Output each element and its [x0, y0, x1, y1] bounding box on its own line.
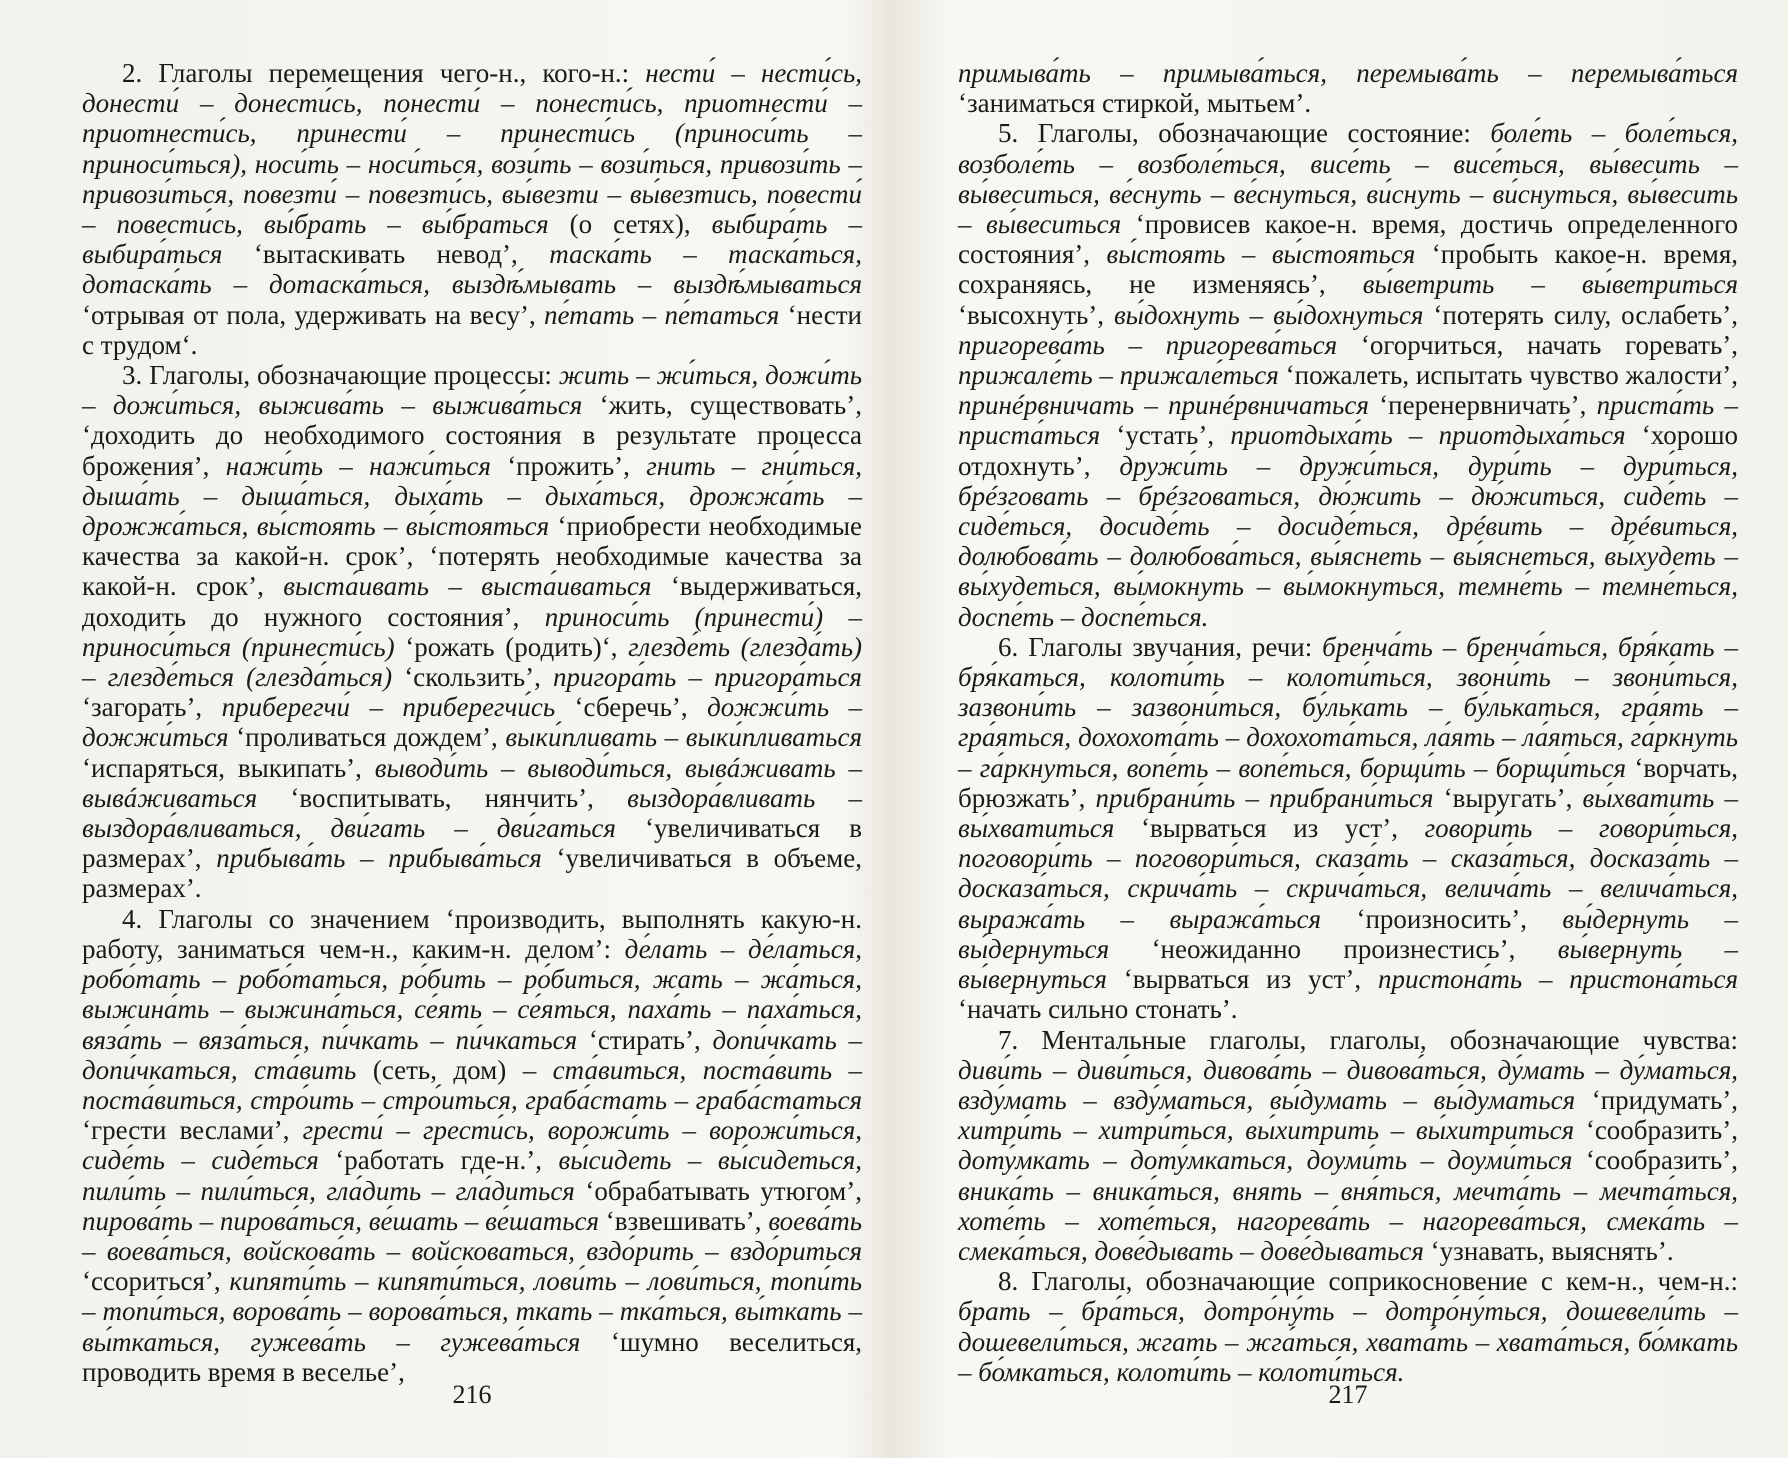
italic-text-run: бренча́ть – бренча́ться, бря́кать – бря́каться, колоти́ть – колоти́ться, звони́ть – звони́ться, зазвони́ть – зазвони́ться, бу́лькать – бу́лькаться, гра́ять – гра́яться, дохохота́ть – дохохота́ться, ла́ять – ла́яться, га́ркнуть – га́ркнуться, вопе́ть – вопе́ться, борщи́ть – борщи́ться: [958, 631, 1738, 783]
text-run: ‘неожиданно произнестись’,: [1109, 933, 1558, 964]
italic-text-run: таска́ть – таска́ться, дотаска́ть – дотаска́ться, выздѣ́мывать – выздѣ́мываться: [82, 239, 862, 300]
italic-text-run: дружи́ть – дружи́ться, дури́ть – дури́ться, брéзговать – брéзговаться, дю́жить – дю́житься, сиде́ть – сиде́ться, досиде́ть – досиде́ться, дрéвить – дрéвиться, долюбова́ть – долюбова́ться, вы́яснеть – вы́яснеться, вы́худеть – вы́худеться, вы́мокнуть – вы́мокнуться, темне́ть – темне́ться, доспе́ть – доспе́ться.: [958, 450, 1738, 632]
italic-text-run: вы́ветрить – вы́ветриться: [1362, 269, 1738, 300]
text-run: ‘вырваться из уст’,: [1114, 813, 1425, 844]
italic-text-run: вы́хватить – вы́хватиться: [958, 782, 1738, 844]
text-run: ‘загорать’,: [82, 692, 222, 723]
italic-text-run: нести́ – нести́сь, донести́ – донести́сь, понести́ – понести́сь, приотнести́ – приотнести́сь, принести́ – принести́сь (приноси́ть – приноси́ться), носи́ть – носи́ться, вози́ть – вози́ться, привози́ть – привози́ться, повезти́ – повезти́сь, вы́везти – вы́везтись, повести́ – повести́сь, вы́брать – вы́браться: [82, 58, 862, 240]
text-run: ‘работать где-н.’,: [318, 1145, 559, 1176]
text-run: (о сетях),: [548, 209, 712, 240]
italic-text-run: говори́ть – говори́ться, поговори́ть – поговори́ться, сказа́ть – сказа́ться, досказа́ть – досказа́ться, скрича́ть – скрича́ться, велича́ть – велича́ться, выража́ть – выража́ться: [958, 813, 1739, 934]
text-run: ‘высохнуть’,: [958, 299, 1114, 330]
text-run: ‘сообразить’,: [1574, 1115, 1738, 1146]
text-run: ‘обрабатывать утюгом’,: [574, 1175, 862, 1206]
right-page: [958, 58, 1738, 1398]
italic-text-run: вы́вернуть – вы́вернуться: [958, 933, 1739, 995]
italic-text-run: пирова́ть – пирова́ться, ве́шать – ве́шаться: [82, 1205, 600, 1236]
text-run: ‘заниматься стиркой, мытьем’.: [958, 88, 1312, 119]
text-run: 8. Глаголы, обозначающие соприкосновение с кем-н., чем-н.:: [998, 1266, 1738, 1297]
italic-text-run: приотдыха́ть – приотдыха́ться: [1230, 420, 1626, 451]
text-run: ‘хорошо отдохнуть’,: [958, 420, 1738, 481]
italic-text-run: де́лать – де́латься, робо́тать – робо́таться, ро́бить – ро́биться, жать – жа́ться, выжина́ть – выжина́ться, се́ять – се́яться, паха́ть – паха́ться, вяза́ть – вяза́ться, пи́чкать – пи́чкаться: [82, 933, 862, 1055]
paragraph: [82, 360, 862, 904]
text-run: ‘перенервничать’,: [1368, 390, 1597, 421]
italic-text-run: боле́ть – боле́ться, возболе́ть – возболе́ться, висе́ть – висе́ться, вы́весить – вы́веситься, ве́снуть – ве́снуться, ви́снуть – ви́снуться, вы́весить – вы́веситься: [958, 118, 1738, 240]
italic-text-run: пригорева́ть – пригорева́ться: [958, 329, 1338, 360]
text-run: ‘произносить’,: [1321, 903, 1563, 934]
text-run: ‘увеличиваться в размерах’,: [82, 813, 862, 874]
text-run: ‘стирать’,: [577, 1024, 713, 1055]
italic-text-run: выки́пливать – выки́пливаться: [505, 722, 863, 753]
italic-text-run: пе́тать – пе́таться: [544, 299, 780, 330]
text-run: ‘проливаться дождем’,: [228, 722, 506, 753]
paragraph: [958, 1266, 1738, 1387]
text-run: ‘потерять силу, ослабеть’,: [1423, 299, 1739, 330]
italic-text-run: приста́ть – приста́ться: [958, 390, 1738, 451]
paragraph: [958, 58, 1738, 118]
text-run: ‘рожать (родить)‘,: [394, 631, 629, 662]
italic-text-run: глезде́ть (глезда́ть) – глезде́ться (глезда́ться): [82, 631, 863, 693]
text-run: 2. Глаголы перемещения чего-н., кого-н.:: [122, 58, 646, 88]
paragraph: [82, 904, 862, 1387]
italic-text-run: нажи́ть – нажи́ться: [225, 450, 491, 481]
text-run: ‘воспитывать, нянчить’,: [257, 782, 628, 813]
italic-text-run: прибрани́ть – прибрани́ться: [1095, 782, 1434, 813]
text-run: 7. Ментальные глаголы, глаголы, обозначающие чувства:: [998, 1024, 1738, 1055]
italic-text-run: грести́ – грести́сь, ворожи́ть – ворожи́ться, сиде́ть – сиде́ться: [82, 1115, 863, 1176]
text-run: ‘отрывая от пола, удерживать на весу’,: [82, 299, 545, 330]
text-run: 5. Глаголы, обозначающие состояние:: [998, 118, 1491, 149]
italic-text-run: кипяти́ть – кипяти́ться, лови́ть – лови́ться, топи́ть – топи́ться, ворова́ть – ворова́ться, ткать – тка́ться, вы́ткать – вы́ткаться, гужева́ть – гужева́ться: [82, 1266, 862, 1357]
text-run: 3. Глаголы, обозначающие процессы:: [122, 360, 559, 391]
paragraph: [82, 58, 862, 360]
text-run: ‘увеличиваться в объеме, размерах’.: [82, 843, 862, 904]
text-run: ‘жить, существовать’, ‘доходить до необходимого состояния в результате процесса брожения’,: [82, 390, 862, 481]
italic-text-run: выздора́вливать – выздора́вливаться, дви́гать – дви́гаться: [82, 782, 863, 844]
italic-text-run: приберегчи́ – приберегчи́сь: [221, 692, 556, 723]
italic-text-run: вы́стоять – вы́стояться: [1106, 239, 1416, 270]
italic-text-run: прибыва́ть – прибыва́ться: [216, 843, 542, 874]
text-run: ‘огорчиться, начать горевать’,: [1337, 329, 1738, 360]
text-run: ‘взвешивать’,: [599, 1205, 769, 1236]
italic-text-run: жить – жи́ться, дожи́ть – дожи́ться, выжива́ть – выжива́ться: [82, 360, 862, 421]
paragraph: [958, 118, 1738, 631]
italic-text-run: доту́мкать – доту́мкаться, доуми́ть – доуми́ться: [958, 1145, 1573, 1176]
italic-text-run: вника́ть – вника́ться, внять – вня́ться, мечта́ть – мечта́ться, хоте́ть – хоте́ться, нагорева́ть – нагорева́ться, смека́ть – смека́ться, дове́дывать – дове́дываться: [958, 1175, 1738, 1266]
italic-text-run: вы́дернуть – вы́дернуться: [958, 903, 1738, 964]
text-run: ‘пробыть какое-н. время, сохраняясь, не изменяясь’,: [958, 239, 1738, 300]
text-run: ‘устать’,: [1100, 420, 1231, 451]
italic-text-run: приноси́ть (принести́) – приноси́ться (принести́сь): [82, 601, 862, 662]
left-page-number: 216: [452, 1380, 492, 1409]
text-run: ‘пожалеть, испытать чувство жалости’,: [1278, 360, 1738, 391]
italic-text-run: ста́виться, поста́вить – поста́виться, стро́ить – стро́иться, граба́стать – граба́статься: [82, 1054, 863, 1115]
italic-text-run: хитри́ть – хитри́ться, вы́хитрить – вы́хитриться: [958, 1115, 1575, 1146]
text-run: ‘выругать’,: [1433, 782, 1583, 813]
text-run: ‘выдерживаться, доходить до нужного состояния’,: [82, 571, 862, 632]
italic-text-run: дожжи́ть – дожжи́ться: [82, 692, 862, 753]
italic-text-run: выбира́ть – выбира́ться: [82, 209, 862, 270]
paragraph: [958, 632, 1738, 1025]
italic-text-run: выста́ивать – выста́иваться: [283, 571, 652, 602]
text-run: ‘испаряться, выкипать’,: [82, 752, 375, 783]
italic-text-run: прижале́ть – прижале́ться: [958, 360, 1279, 391]
text-run: ‘грести веслами’,: [82, 1115, 303, 1146]
italic-text-run: воева́ть – воева́ться, войскова́ть – войсковаться, вздо́рить – вздо́риться: [82, 1205, 862, 1266]
italic-text-run: примыва́ть – примыва́ться, перемыва́ть – перемыва́ться: [958, 58, 1738, 88]
text-run: ‘узнавать, выяснять’.: [1423, 1235, 1674, 1266]
italic-text-run: брать – бра́ться, дотро́ну́ть – дотро́ну́ться, дошевели́ть – дошевели́ться, жгать – жга́ться, хвата́ть – хвата́ться, бо́мкать – бо́мкаться, колоти́ть – колоти́ться.: [958, 1296, 1738, 1387]
text-run: 6. Глаголы звучания, речи:: [998, 631, 1323, 662]
italic-text-run: выводи́ть – выводи́ться, вывáживать – вывáживаться: [82, 752, 862, 813]
italic-text-run: принéрвничать – принéрвничаться: [958, 390, 1369, 421]
text-run: ‘вытаскивать невод’,: [222, 239, 550, 270]
text-run: ‘скользить’,: [392, 662, 553, 693]
italic-text-run: вы́дохнуть – вы́дохнуться: [1113, 299, 1424, 330]
text-run: ‘провисев какое-н. время, достичь определенного состояния’,: [958, 209, 1738, 270]
text-run: 4. Глаголы со значением ‘производить, выполнять какую-н. работу, заниматься чем-н., каким-н. делом’:: [82, 903, 862, 964]
text-run: ‘прожить’,: [490, 450, 647, 481]
text-run: ‘ссориться’,: [82, 1266, 230, 1297]
italic-text-run: пригора́ть – пригора́ться: [553, 662, 862, 693]
paragraph: [958, 1025, 1738, 1267]
text-run: ‘сберечь’,: [555, 692, 708, 723]
text-run: ‘шумно веселиться, проводить время в веселье’,: [82, 1326, 862, 1387]
text-run: ‘вырваться из уст’,: [1106, 964, 1378, 995]
text-run: ‘сообразить’,: [1572, 1145, 1738, 1176]
left-page: [82, 58, 862, 1398]
text-run: ‘начать сильно стонать’.: [958, 994, 1238, 1025]
text-run: ‘приобрести необходимые качества за какой-н. срок’, ‘потерять необходимые качества за какой-н. срок’,: [82, 511, 863, 602]
italic-text-run: гнить – гни́ться, дыша́ть – дыша́ться, дыха́ть – дыха́ться, дрожжа́ть – дрожжа́ться, вы́стоять – вы́стояться: [82, 450, 863, 542]
text-run: ‘придумать’,: [1575, 1084, 1739, 1115]
italic-text-run: диви́ть – диви́ться, дивова́ть – дивова́ться, ду́мать – ду́маться, взду́мать – взду́маться, вы́думать – вы́думаться: [958, 1054, 1738, 1115]
italic-text-run: вы́сидеть – вы́сидеться, пили́ть – пили́ться, гла́дить – гла́диться: [82, 1145, 862, 1206]
text-run: ‘нести с трудом‘.: [82, 299, 862, 360]
italic-text-run: допи́чкать – допи́чкаться, ста́вить: [82, 1024, 862, 1085]
text-run: (сеть, дом) –: [356, 1054, 553, 1085]
italic-text-run: пристона́ть – пристона́ться: [1377, 964, 1738, 995]
right-page-number: 217: [1328, 1380, 1368, 1409]
text-run: ‘ворчать, брюзжать’,: [958, 752, 1738, 813]
